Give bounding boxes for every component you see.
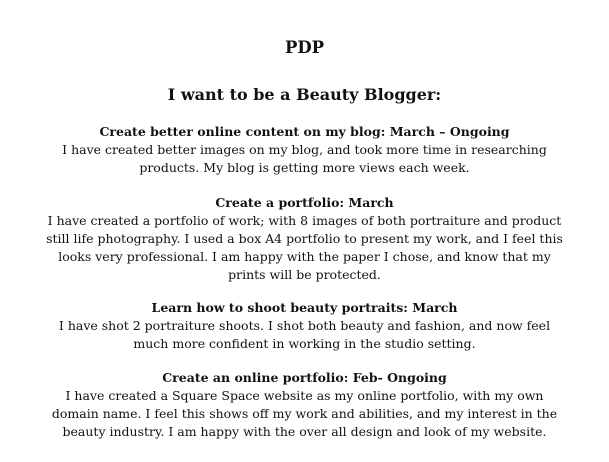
body-line: domain name. I feel this shows off my work and abilities, and my interest in the xyxy=(51,406,558,421)
body-line: products. My blog is getting more views each week. xyxy=(139,160,470,175)
body-line: still life photography. I used a box A4 portfolio to present my work, and I feel this xyxy=(46,231,563,246)
section-body xyxy=(0,317,609,353)
body-line: prints will be protected. xyxy=(228,267,381,282)
section-blog-content xyxy=(0,123,609,177)
section-body xyxy=(0,212,609,284)
section-body xyxy=(0,141,609,177)
document-subtitle: I want to be a Beauty Blogger: xyxy=(167,85,442,104)
body-line: looks very professional. I am happy with the paper I chose, and know that my xyxy=(58,249,551,264)
body-line: much more confident in working in the studio setting. xyxy=(133,336,476,351)
section-portfolio xyxy=(0,194,609,284)
body-line: beauty industry. I am happy with the over all design and look of my website. xyxy=(62,424,547,439)
document-title: PDP xyxy=(284,38,325,57)
body-line: I have created a Square Space website as my online portfolio, with my own xyxy=(65,388,544,403)
section-body xyxy=(0,387,609,441)
body-line: I have shot 2 portraiture shoots. I shot both beauty and fashion, and now feel xyxy=(58,318,551,333)
section-heading: Create an online portfolio: Feb- Ongoing xyxy=(162,370,447,385)
body-line: I have created better images on my blog, and took more time in researching xyxy=(62,142,547,157)
section-heading: Learn how to shoot beauty portraits: March xyxy=(151,300,458,315)
section-heading: Create better online content on my blog: March – Ongoing xyxy=(99,124,510,139)
section-online-portfolio xyxy=(0,369,609,441)
body-line: I have created a portfolio of work; with 8 images of both portraiture and product xyxy=(47,213,562,228)
section-heading: Create a portfolio: March xyxy=(215,195,394,210)
section-beauty-portraits xyxy=(0,299,609,353)
